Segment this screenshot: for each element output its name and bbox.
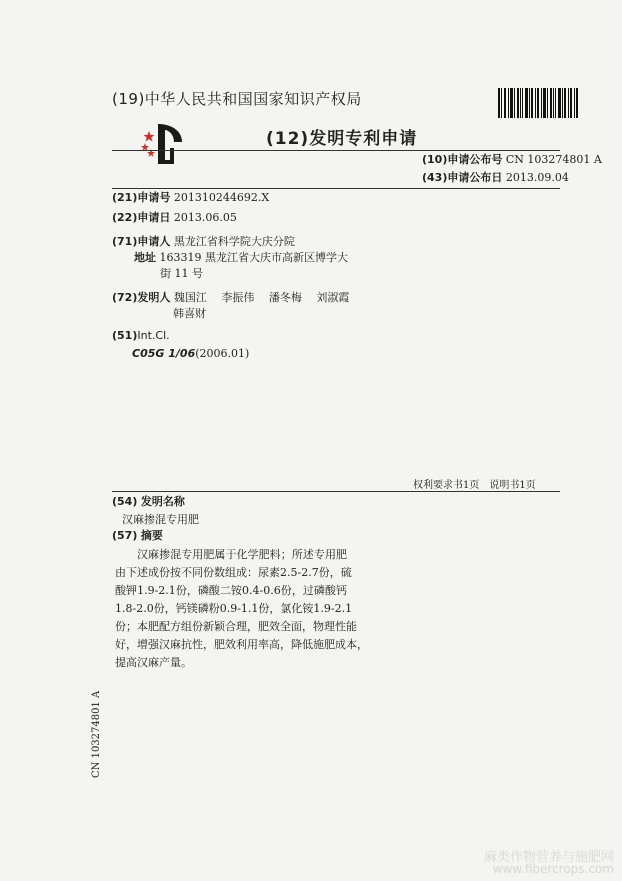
address-line2: 街 11 号 [160,267,203,280]
patent-office-logo [140,118,186,166]
ipc-class: C05G 1/06 [132,347,196,360]
field-code: (21) [112,191,138,204]
field-code: (51) [112,329,138,342]
application-number: 201310244692.X [173,191,270,204]
publication-date: 2013.09.04 [505,171,569,184]
abstract-label: 摘要 [140,529,163,542]
field-code: (71) [112,235,138,248]
inventor-label: 发明人 [137,291,171,304]
abstract-line: 1.8-2.0份，钙镁磷粉0.9-1.1份，氯化铵1.9-2.1 [115,602,353,615]
watermark-line2: www.fibercrops.com [492,862,614,876]
publication-date-label: (43)申请公布日 [422,171,503,184]
section-divider [112,491,560,492]
applicant-row [112,234,295,250]
application-date: 2013.06.05 [173,211,237,224]
address-row [134,250,348,266]
side-publication-number: CN 103274801 A [91,690,102,778]
abstract-line: 酸钾1.9-2.1份，磷酸二铵0.4-0.6份，过磷酸钙 [115,584,347,597]
application-number-row [112,190,269,206]
header-divider-top [112,150,560,151]
barcode [498,88,578,118]
inventor-row [112,290,349,306]
ipc-edition: (2006.01) [195,347,250,360]
application-date-row [112,210,237,226]
address-line1: 163319 黑龙江省大庆市高新区博学大 [159,251,348,264]
field-code: (54) [112,495,138,508]
pages-info: 权利要求书1页 说明书1页 [413,480,536,491]
application-date-label: 申请日 [137,211,171,224]
document-type: (12)发明专利申请 [266,129,418,149]
abstract-line: 好，增强汉麻抗性，肥效利用率高，降低施肥成本， [115,638,368,651]
office-name: (19)中华人民共和国国家知识产权局 [112,90,362,108]
abstract-line: 汉麻掺混专用肥属于化学肥料；所述专用肥 [137,548,347,561]
abstract-text [115,546,368,672]
header-divider-bottom [112,188,560,189]
publication-date-row [422,170,569,186]
inventor-line2: 韩喜财 [173,307,206,320]
inventor-names: 魏国江 李振伟 潘冬梅 刘淑霞 [173,291,350,304]
abstract-line: 份；本肥配方组份新颖合理，肥效全面，物理性能 [115,620,357,633]
field-code: (72) [112,291,138,304]
applicant-label: 申请人 [137,235,171,248]
publication-number-label: (10)申请公布号 [422,153,503,166]
ipc-class-row [132,346,249,362]
abstract-line: 由下述成份按不同份数组成：尿素2.5-2.7份，硫 [115,566,352,579]
title-heading [112,494,185,510]
applicant-name: 黑龙江省科学院大庆分院 [173,235,295,248]
field-code: (57) [112,529,138,542]
application-number-label: 申请号 [137,191,171,204]
publication-number-row [422,152,602,168]
field-code: (22) [112,211,138,224]
abstract-heading [112,528,163,544]
ipc-label: Int.Cl. [137,329,170,342]
invention-title: 汉麻掺混专用肥 [122,513,199,526]
address-label: 地址 [134,251,156,264]
publication-number: CN 103274801 A [505,153,602,166]
abstract-line: 提高汉麻产量。 [115,656,192,669]
title-label: 发明名称 [140,495,185,508]
ipc-row [112,328,170,344]
watermark-line1: 麻类作物营养与施肥网 [483,850,614,865]
